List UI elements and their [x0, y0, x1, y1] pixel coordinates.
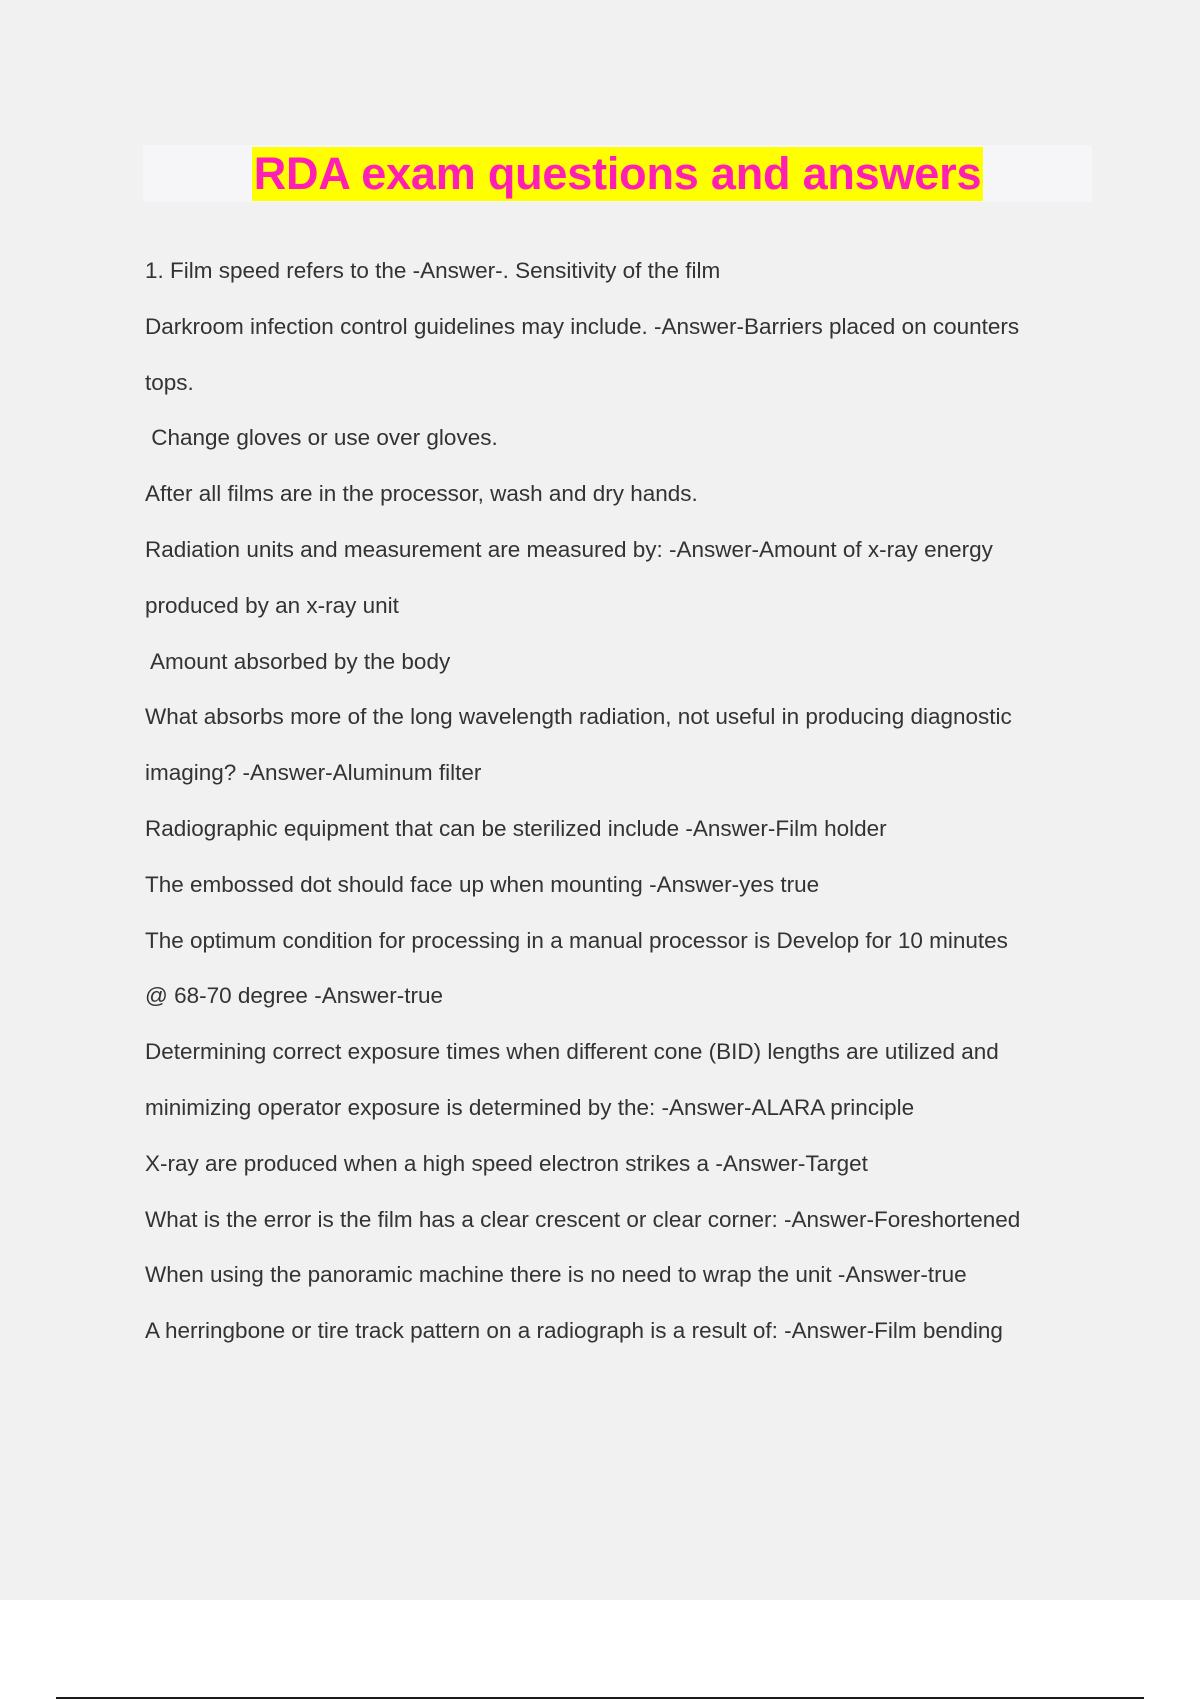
- text-line: X-ray are produced when a high speed electron strikes a -Answer-Target: [145, 1150, 868, 1176]
- text-line: The optimum condition for processing in a manual processor is Develop for 10 minutes: [145, 927, 1008, 953]
- title-band: [143, 145, 1092, 202]
- text-line: @ 68-70 degree -Answer-true: [145, 983, 443, 1009]
- text-line: After all films are in the processor, wash and dry hands.: [145, 481, 698, 507]
- text-line: Radiographic equipment that can be sterilized include -Answer-Film holder: [145, 815, 887, 841]
- text-line: A herringbone or tire track pattern on a radiograph is a result of: -Answer-Film bending: [145, 1318, 1003, 1344]
- text-line: What absorbs more of the long wavelength radiation, not useful in producing diagnostic: [145, 704, 1012, 730]
- document-title: RDA exam questions and answers: [253, 148, 982, 199]
- text-line: Darkroom infection control guidelines may include. -Answer-Barriers placed on counters: [145, 313, 1020, 339]
- text-line: The embossed dot should face up when mounting -Answer-yes true: [145, 871, 820, 897]
- text-line: 1. Film speed refers to the -Answer-. Sensitivity of the film: [145, 258, 721, 283]
- qa-text-body: [145, 252, 1105, 1368]
- page-bottom-divider: [56, 1697, 1144, 1699]
- text-line: Change gloves or use over gloves.: [145, 425, 498, 451]
- text-line: tops.: [145, 369, 194, 395]
- text-line: Radiation units and measurement are measured by: -Answer-Amount of x-ray energy: [145, 536, 993, 562]
- text-line: When using the panoramic machine there is no need to wrap the unit -Answer-true: [145, 1262, 967, 1288]
- text-line: Amount absorbed by the body: [145, 648, 451, 674]
- text-line: What is the error is the film has a clear crescent or clear corner: -Answer-Foreshortened: [145, 1206, 1021, 1232]
- text-line: Determining correct exposure times when different cone (BID) lengths are utilized and: [145, 1039, 999, 1065]
- text-line: produced by an x-ray unit: [145, 592, 399, 618]
- text-line: minimizing operator exposure is determined by the: -Answer-ALARA principle: [145, 1094, 915, 1120]
- text-line: imaging? -Answer-Aluminum filter: [145, 760, 482, 786]
